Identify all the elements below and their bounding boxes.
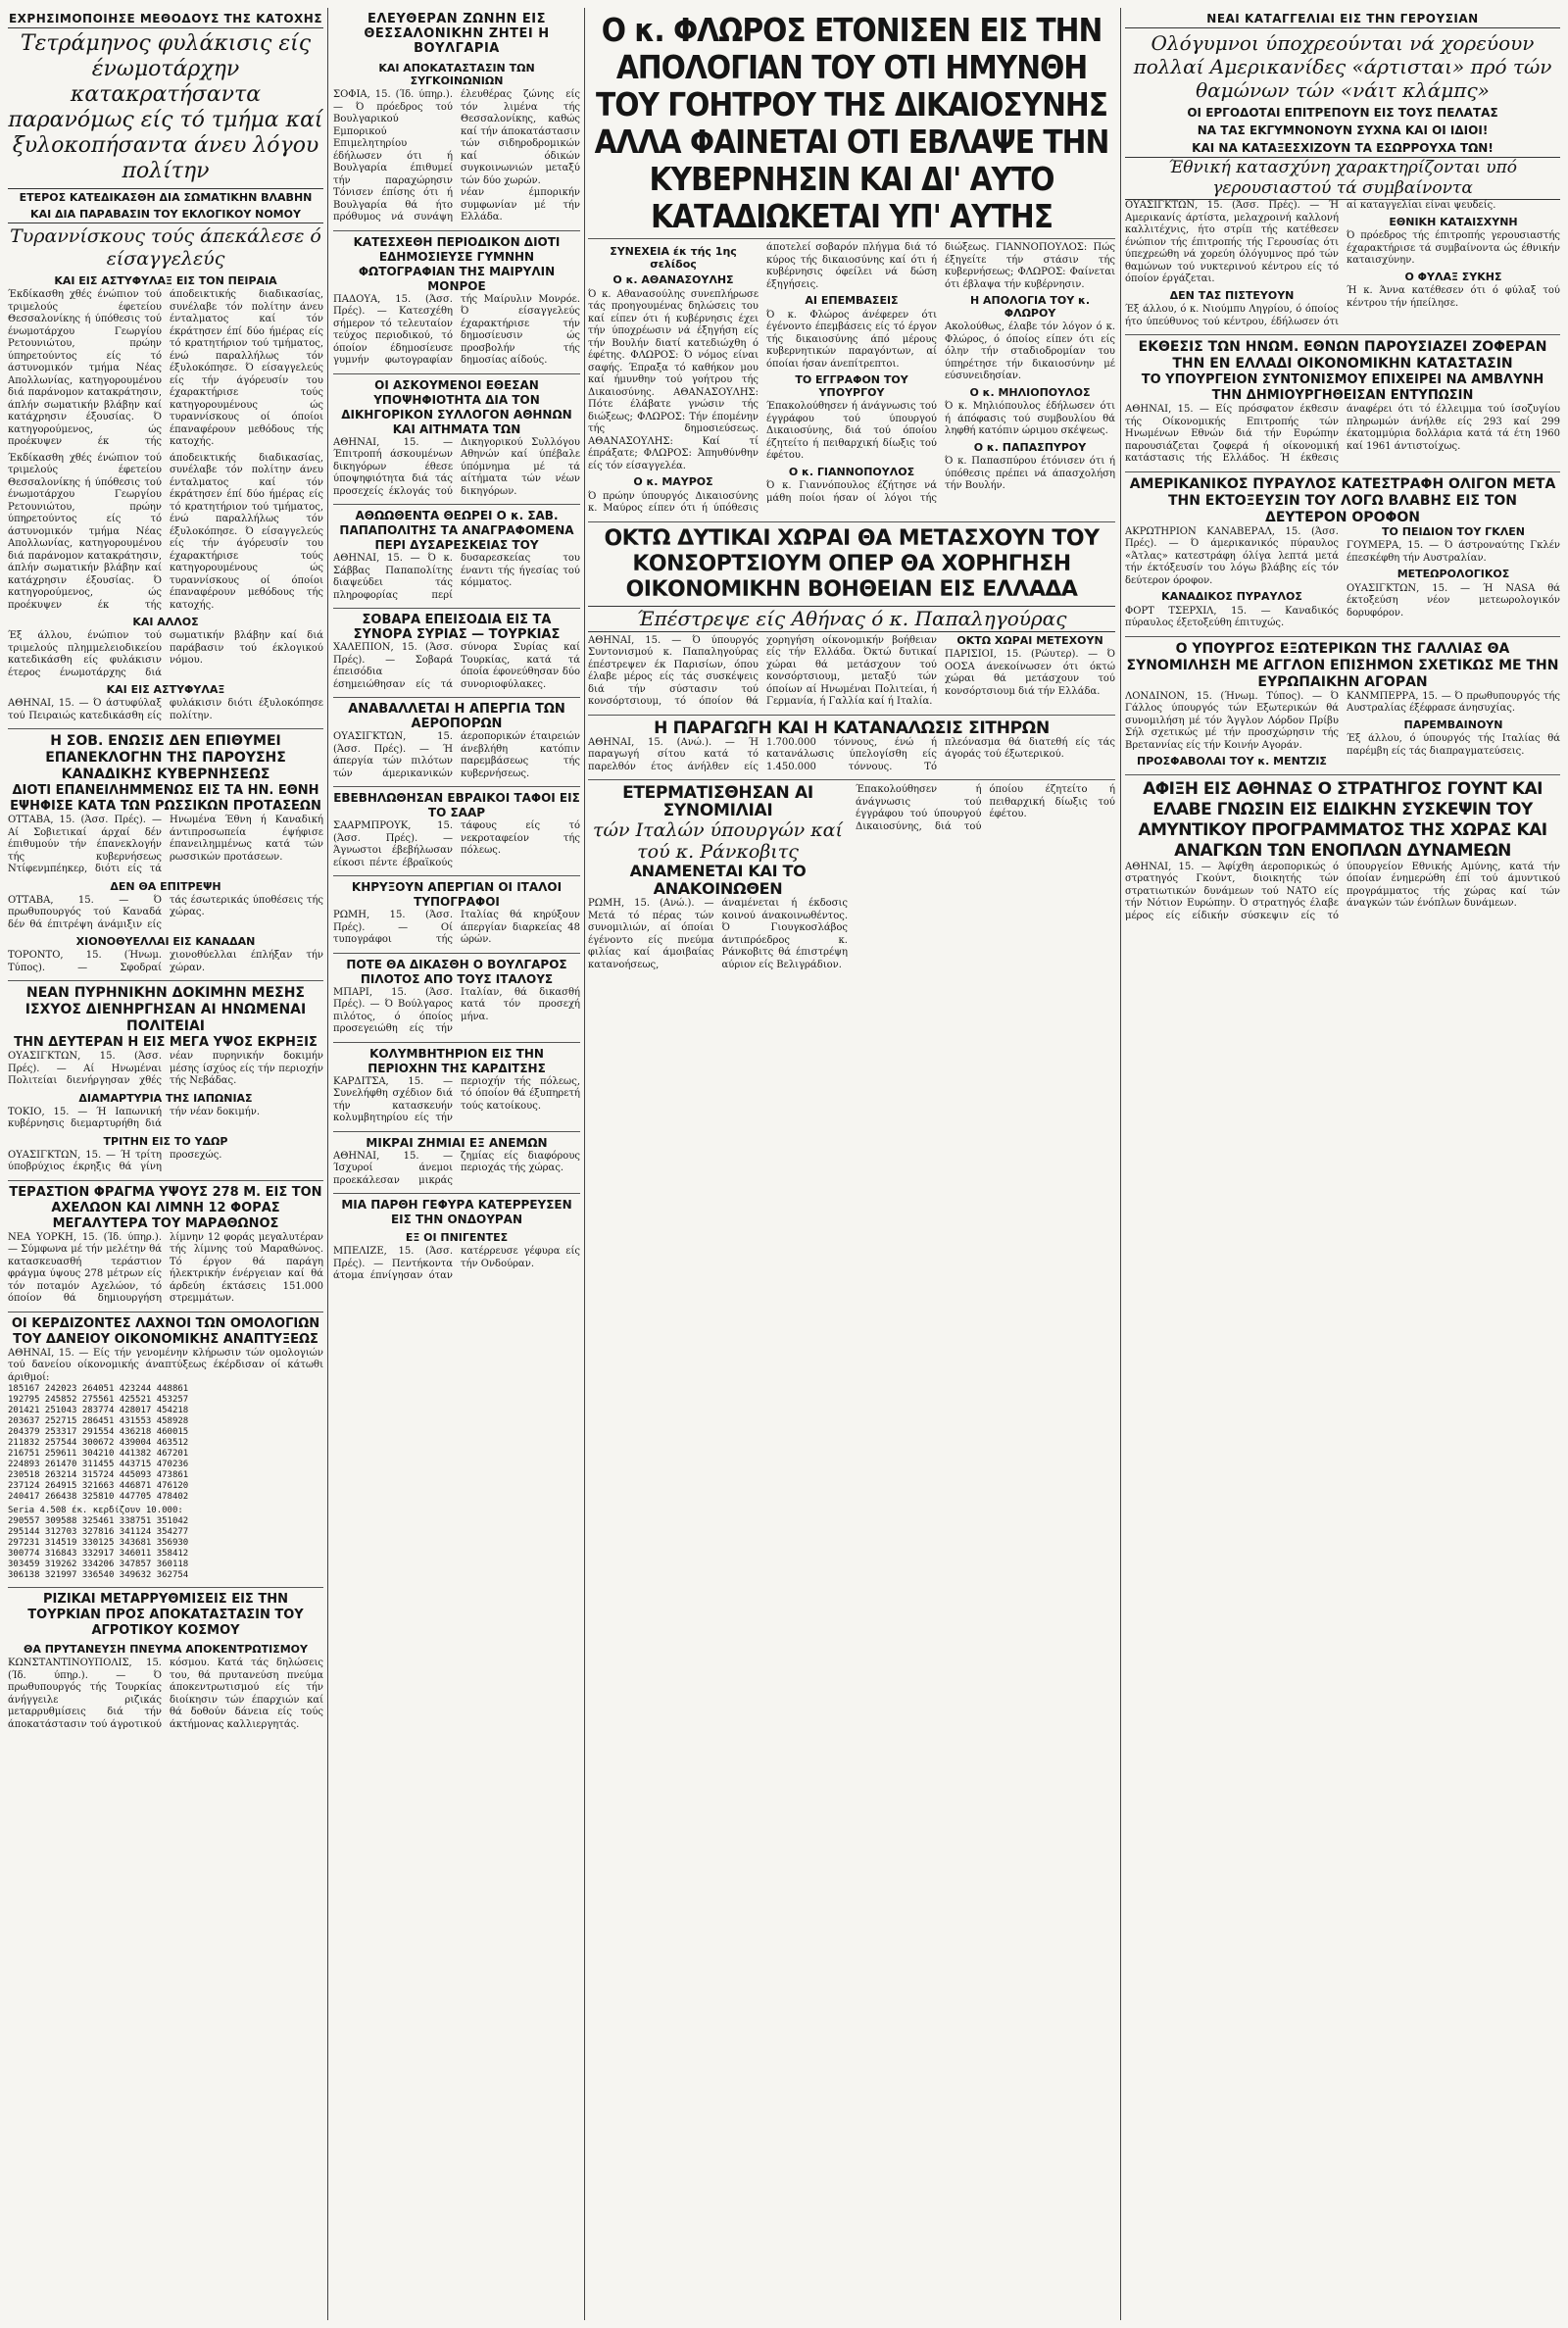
subhead: ΕΘΝΙΚΗ ΚΑΤΑΙΣΧΥΝΗ [1389,215,1518,228]
subhead: ΚΑΙ ΕΙΣ ΑΣΤΥΦΥΛΑΞ ΕΙΣ ΤΟΝ ΠΕΙΡΑΙΑ [54,274,277,287]
article-body: ΣΑΑΡΜΠΡΟΥΚ, 15. (Άσσ. Πρές). — Άγνωστοι έβεβήλωσαν είκοσι πέντε έβραϊκούς τάφους είς τό νεκροταφείον τής πόλεως. [333,820,580,868]
article-rocket [1125,472,1560,637]
subhead: ΤΟ ΕΓΓΡΑΦΟΝ ΤΟΥ ΥΠΟΥΡΓΟΥ [795,373,908,399]
article-bulgarian-pilot [333,954,580,1043]
article-text: ΟΥΑΣΙΓΚΤΩΝ, 15. (Άσσ. Πρές). — Ή Αμερικανίς άρτίστα, μελαχροινή καλλονή καλλιτέχνις, ήτο στρίπ τής κατέθεσεν ένώπιον τής έπιτροπής τής Γερουσίας ότι ύπεχρεώθη νά χορεύη όλόγυμνος πρό τών θαμώνων τού νυκτερινού κέντρου είς τό όποίον έργάζεται. [1125,200,1339,284]
subhead: ΧΙΟΝΟΘΥΕΛΛΑΙ ΕΙΣ ΚΑΝΑΔΑΝ [75,935,256,948]
article-pilot-strike [333,698,580,787]
headline: ΑΘΩΩΘΕΝΤΑ ΘΕΩΡΕΙ Ο κ. ΣΑΒ. ΠΑΠΑΠΟΛΙΤΗΣ ΤΑ ΑΝΑΓΡΑΦΟΜΕΝΑ ΠΕΡΙ ΔΥΣΑΡΕΣΚΕΙΑΣ ΤΟΥ [339,509,574,552]
article-body: Ό κ. Γιαννόπουλος έζήτησε νά μάθη ποίοι ήσαν οί λόγοι τής διώξεως. ΓΙΑΝΝΟΠΟΥΛΟΣ: Πώς έξηγείτε τήν στάσιν τής κυβερνήσεως; ΦΛΩΡΟΣ: Φαίνεται ότι έβλαψα τήν κυβέρνησιν. [766,242,1115,504]
subhead: ΔΙΑΜΑΡΤΥΡΙΑ ΤΗΣ ΙΑΠΩΝΙΑΣ [78,1091,253,1105]
subhead: ΚΑΙ ΑΠΟΚΑΤΑΣΤΑΣΙΝ ΤΩΝ ΣΥΓΚΟΙΝΩΝΙΩΝ [378,62,535,87]
article-body: ΜΠΕΛΙΖΕ, 15. (Άσσ. Πρές). — Πεντήκοντα άτομα έπνίγησαν όταν κατέρρευσε γέφυρα είς τήν Ονδούραν. [333,1246,580,1281]
article-text: ΑΚΡΩΤΗΡΙΟΝ ΚΑΝΑΒΕΡΑΛ, 15. (Άσσ. Πρές). — Ό άμερικανικός πύραυλος «Άτλας» κατεστράφη όλίγα λεπτά μετά τήν έκτόξευσίν του λόγω βλάβης είς τόν δεύτερον όροφον. [1125,525,1339,586]
article-text: Ό πρόεδρος τής έπιτροπής γερουσιαστής έχαρακτήρισε τά συμβαίνοντα ώς έθνικήν καταισχύνην. [1347,230,1560,266]
article-text: ΚΑΝΜΠΕΡΡΑ, 15. — Ό πρωθυπουργός τής Αυστραλίας έξέφρασε άνησυχίας. [1347,690,1560,714]
deck: ΚΑΙ ΝΑ ΚΑΤΑΞΕΣΧΙΖΟΥΝ ΤΑ ΕΣΩΡΡΟΥΧΑ ΤΩΝ! [1192,141,1494,155]
subhead: ΜΕΤΕΩΡΟΛΟΓΙΚΟΣ [1396,568,1510,580]
headline: ΝΕΑΝ ΠΥΡΗΝΙΚΗΝ ΔΟΚΙΜΗΝ ΜΕΣΗΣ ΙΣΧΥΟΣ ΔΙΕΝΗΡΓΗΣΑΝ ΑΙ ΗΝΩΜΕΝΑΙ ΠΟΛΙΤΕΙΑΙ [24,985,307,1034]
subhead: Ο κ. ΠΑΠΑΣΠΥΡΟΥ [973,440,1087,454]
column-rule [584,8,585,2320]
article-body: ΟΥΑΣΙΓΚΤΩΝ, 15. (Άσσ. Πρές). — Αί Ηνωμέναι Πολιτείαι διενήργησαν χθές νέαν πυρηνικήν δοκιμήν μέσης ίσχύος είς τήν περιοχήν τής Νεβάδας. [8,1051,323,1086]
headline: ΕΛΕΥΘΕΡΑΝ ΖΩΝΗΝ ΕΙΣ ΘΕΣΣΑΛΟΝΙΚΗΝ ΖΗΤΕΙ Η ΒΟΥΛΓΑΡΙΑ [364,12,550,56]
deck: ΘΑ ΠΡΥΤΑΝΕΥΣΗ ΠΝΕΥΜΑ ΑΠΟΚΕΝΤΡΩΤΙΣΜΟΥ [24,1643,308,1656]
subhead: ΠΡΟΣΦΑΒΟΛΑΙ ΤΟΥ κ. ΜΕΝΤΖΙΣ [1137,755,1327,768]
article-body: Έκδίκασθη χθές ένώπιον τού τριμελούς έφετείου Θεσσαλονίκης ή ύπόθεσις τού ένωμοτάρχου Γεωργίου Ρετουνιώτου, πρώην ύπηρετούντος είς τό άστυνομικόν τμήμα Νέας Απολλωνίας, κατηγορουμένου διά παράνομον κατακράτησιν, άπλήν σωματικήν βλάβην καί κατάχρησιν έξουσίας. Ό κατηγορούμενος, ώς προέκυψεν έκ τής άποδεικτικής διαδικασίας, συνέλαβε τόν πολίτην άνευ ένταλματος καί τόν έκράτησεν έπί δύο ήμέρας είς τό κρατητήριον τού τμήματος, ένώ παραλλήλως τόν έξυλοκόπησε. Ό είσαγγελεύς είς τήν άγόρευσίν του έχαρακτήρισε τούς κατηγορουμένους ώς τυραννίσκους οί όποίοι έπαναφέρουν μεθόδους τής κατοχής. [8,289,323,447]
article-body: Ό κ. Μηλιόπουλος έδήλωσεν ότι ή άπόφασις τού συμβουλίου θά ληφθή κατόπιν ώριμου σκέψεως. [945,401,1115,436]
article-text: ΦΟΡΤ ΤΣΕΡΧΙΛ, 15. — Καναδικός πύραυλος έξετοξεύθη έπιτυχώς. [1125,605,1339,628]
subhead: ΚΑΙ ΑΛΛΟΣ [132,616,199,628]
headline: ΑΜΕΡΙΚΑΝΙΚΟΣ ΠΥΡΑΥΛΟΣ ΚΑΤΕΣΤΡΑΦΗ ΟΛΙΓΟΝ ΜΕΤΑ ΤΗΝ ΕΚΤΟΞΕΥΣΙΝ ΤΟΥ ΛΟΓΩ ΒΛΑΒΗΣ ΕΙΣ ΤΟΝ ΔΕΥΤΕΡΟΝ ΟΡΟΦΟΝ [1129,475,1556,525]
article-body: Τόνισεν έπίσης ότι ή Βουλγαρία θά ήτο πρόθυμος νά συνάψη νέαν έμπορικήν συμφωνίαν μέ τήν Ελλάδα. [333,187,580,223]
article-body: Ό πρώην ύπουργός Δικαιοσύνης κ. Μαύρος είπεν ότι ή ύπόθεσις άποτελεί σοβαρόν πλήγμα διά τό κύρος τής δικαιοσύνης καί ότι ή κυβέρνησις όφείλει νά δώση έξηγήσεις. [588,242,937,514]
article-body: ΑΘΗΝΑΙ, 15. — Είς τήν γενομένην κλήρωσιν τών ομολογιών τού δανείου οίκονομικής άναπτύξεως έκέρδισαν οί κάτωθι άριθμοί: [8,1347,323,1383]
headline-sub: τών Ιταλών ύπουργών καί τού κ. Ράνκοβιτς [593,819,843,863]
article-body: ΣΟΦΙΑ, 15. (Ίδ. ύπηρ.). — Ό πρόεδρος τού Βουλγαρικού Εμπορικού Επιμελητηρίου έδήλωσεν ότι ή Βουλγαρία έπιθυμεί τήν παραχώρησιν έλευθέρας ζώνης είς τόν λιμένα τής Θεσσαλονίκης, καθώς καί τήν άποκατάστασιν τών σιδηροδρομικών καί όδικών συγκοινωνιών μεταξύ τών δύο χωρών. [333,89,580,186]
article-wind-damage [333,1132,580,1195]
headline: ΜΙΚΡΑΙ ΖΗΜΙΑΙ ΕΞ ΑΝΕΜΩΝ [366,1135,548,1150]
headline: ΑΦΙΞΗ ΕΙΣ ΑΘΗΝΑΣ Ο ΣΤΡΑΤΗΓΟΣ ΓΟΥΝΤ ΚΑΙ ΕΛΑΒΕ ΓΝΩΣΙΝ ΕΙΣ ΕΙΔΙΚΗΝ ΣΥΣΚΕΨΙΝ ΤΟΥ ΑΜΥΝΤΙΚΟΥ ΠΡΟΓΡΑΜΜΑΤΟΣ ΤΗΣ ΧΩΡΑΣ ΚΑΙ ΑΝΑΓΚΩΝ ΤΩΝ ΕΝΟΠΛΩΝ ΔΥΝΑΜΕΩΝ [1138,778,1547,861]
subhead: Ο κ. ΜΗΛΙΟΠΟΥΛΟΣ [969,385,1091,399]
article-body: Έπακολούθησεν ή άνάγνωσις τού έγγράφου τού ύπουργού Δικαιοσύνης, διά τού όποίου έζητείτο ή πειθαρχική δίωξις τού έφέτου. [766,401,937,461]
subhead: ΠΑΡΕΜΒΑΙΝΟΥΝ [1403,718,1503,731]
kicker: ΝΕΑΙ ΚΑΤΑΓΓΕΛΙΑΙ ΕΙΣ ΤΗΝ ΓΕΡΟΥΣΙΑΝ [1125,12,1560,28]
headline: Ο ΥΠΟΥΡΓΟΣ ΕΞΩΤΕΡΙΚΩΝ ΤΗΣ ΓΑΛΛΙΑΣ ΘΑ ΣΥΝΟΜΙΛΗΣΗ ΜΕ ΑΓΓΛΟΝ ΕΠΙΣΗΜΟΝ ΣΧΕΤΙΚΩΣ ΜΕ ΤΗΝ ΕΥΡΩΠΑΙΚΗΝ ΑΓΟΡΑΝ [1126,640,1559,690]
subhead: ΤΟ ΠΕΙΔΙΟΝ ΤΟΥ ΓΚΛΕΝ [1382,524,1525,538]
subhead: Ο κ. ΑΘΑΝΑΣΟΥΛΗΣ [612,273,734,286]
article-body: Έπακολούθησεν ή άνάγνωσις τού έγγράφου τού ύπουργού Δικαιοσύνης, διά τού όποίου έζητείτο ή πειθαρχική δίωξις τού έφέτου. [856,784,1115,832]
article-bulgaria-free-zone [333,8,580,231]
article-acheloos-dam [8,1181,323,1313]
article-body: Ό κ. Φλώρος άνέφερεν ότι έγένοντο έπεμβάσεις είς τό έργον τής δικαιοσύνης άπό μέρους κυβερνητικών παραγόντων, αί όποίαι ήσαν άνεπίτρεπτοι. [766,309,937,370]
headline: ΟΚΤΩ ΔΥΤΙΚΑΙ ΧΩΡΑΙ ΘΑ ΜΕΤΑΣΧΟΥΝ ΤΟΥ ΚΟΝΣΟΡΤΣΙΟΥΜ ΟΠΕΡ ΘΑ ΧΟΡΗΓΗΣΗ ΟΙΚΟΝΟΜΙΚΗΝ ΒΟΗΘΕΙΑΝ ΕΙΣ ΕΛΛΑΔΑ [604,525,1100,602]
deck: ΝΑ ΤΑΣ ΕΚΓΥΜΝΟΝΟΥΝ ΣΥΧΝΑ ΚΑΙ ΟΙ ΙΔΙΟΙ! [1197,124,1489,137]
article-floros-defense [588,8,1115,522]
headline: ΣΟΒΑΡΑ ΕΠΕΙΣΟΔΙΑ ΕΙΣ ΤΑ ΣΥΝΟΡΑ ΣΥΡΙΑΣ — ΤΟΥΡΚΙΑΣ [353,613,561,642]
headline: Έθνική κατασχύνη χαρακτηρίζονται υπό γερουσιαστού τά συμβαίνοντα [1125,157,1560,200]
article-body: ΠΑΔΟΥΑ, 15. (Άσσ. Πρές). — Κατεσχέθη σήμερον τό τελευταίον τεύχος περιοδικού, τό όποίον έδημοσίευσε γυμνήν φωτογραφίαν τής Μαίρυλιν Μονρόε. Ό είσαγγελεύς έχαρακτήρισε τήν δημοσίευσιν ώς προσβολήν τής δημοσίας αίδούς. [333,293,580,366]
article-body: Ό κ. Παπασπύρου έτόνισεν ότι ή ύπόθεσις πρέπει νά άπασχολήση τήν Βουλήν. [945,456,1115,491]
deck: ΑΝΑΜΕΝΕΤΑΙ ΚΑΙ ΤΟ ΑΝΑΚΟΙΝΩΘΕΝ [629,862,807,898]
article-body [588,635,1115,709]
article-text: ΑΘΗΝΑΙ, 15. — Ό ύπουργός Συντονισμού κ. Παπαληγούρας έπέστρεψεν έκ Παρισίων, όπου έλαβε μέρος είς τάς συσκέψεις διά τήν σύστασιν τού κονσόρτσιουμ, τό όποίον θά χορηγήση οίκονομικήν βοήθειαν είς τήν Ελλάδα. Όκτώ δυτικαί χώραι θά μετάσχουν τού κονσόρτσιουμ, μεταξύ τών όποίων αί Ηνωμέναι Πολιτείαι, ή Γερμανία, ή Γαλλία καί ή Ιταλία. [588,634,937,707]
subhead: ΤΡΙΤΗΝ ΕΙΣ ΤΟ ΥΔΩΡ [103,1134,228,1148]
headline: ΕΚΘΕΣΙΣ ΤΩΝ ΗΝΩΜ. ΕΘΝΩΝ ΠΑΡΟΥΣΙΑΖΕΙ ΖΟΦΕΡΑΝ ΤΗΝ ΕΝ ΕΛΛΑΔΙ ΟΙΚΟΝΟΜΙΚΗΝ ΚΑΤΑΣΤΑΣΙΝ [1138,339,1547,371]
subhead: ΑΙ ΕΠΕΜΒΑΣΕΙΣ [805,294,899,307]
headline: ΚΟΛΥΜΒΗΤΗΡΙΟΝ ΕΙΣ ΤΗΝ ΠΕΡΙΟΧΗΝ ΤΗΣ ΚΑΡΔΙΤΣΗΣ [368,1046,546,1075]
article-text: Έξ άλλου, ό κ. Νιούμπυ Ληγρίου, ό όποίος ήτο ύπεύθυνος τού κέντρου, έδήλωσεν ότι αί καταγγελίαι είναι ψευδείς. [1125,200,1496,327]
article-text: ΟΥΑΣΙΓΚΤΩΝ, 15. — Ή NASA θά έκτοξεύση νέον μετεωρολογικόν δορυφόρον. [1347,582,1560,619]
continuation-note: ΣΥΝΕΧΕΙΑ έκ τής 1ης σελίδος [610,245,737,271]
headline: ΟΙ ΚΕΡΔΙΖΟΝΤΕΣ ΛΑΧΝΟΙ ΤΩΝ ΟΜΟΛΟΓΙΩΝ ΤΟΥ ΔΑΝΕΙΟΥ ΟΙΚΟΝΟΜΙΚΗΣ ΑΝΑΠΤΥΞΕΩΣ [11,1315,320,1347]
kicker: ΕΧΡΗΣΙΜΟΠΟΙΗΣΕ ΜΕΘΟΔΟΥΣ ΤΗΣ ΚΑΤΟΧΗΣ [8,12,323,28]
headline: ΚΗΡΥΞΟΥΝ ΑΠΕΡΓΙΑΝ ΟΙ ΙΤΑΛΟΙ ΤΥΠΟΓΡΑΦΟΙ [351,880,563,909]
subhead: Η ΑΠΟΛΟΓΙΑ ΤΟΥ κ. ΦΛΩΡΟΥ [969,294,1091,320]
column-2 [333,8,580,2320]
subhead: Ο ΦΥΛΑΞ ΣΥΚΗΣ [1404,270,1502,283]
deck: Έπέστρεψε είς Αθήνας ό κ. Παπαληγούρας [588,606,1115,632]
article-body: ΡΩΜΗ, 15. (Ανώ.). — Μετά τό πέρας τών συνομιλιών, αί όποίαι έγένοντο είς πνεύμα φιλίας καί άμοιβαίας κατανοήσεως, άναμένεται ή έκδοσις κοινού άνακοινωθέντος. Ό Γιουγκοσλάβος άντιπρόεδρος κ. Ράνκοβιτς θά έπιστρέψη αύριον είς Βελιγράδιον. [588,898,848,970]
headline: ΕΒΕΒΗΛΩΘΗΣΑΝ ΕΒΡΑΙΚΟΙ ΤΑΦΟΙ ΕΙΣ ΤΟ ΣΑΑΡ [333,791,580,819]
article-text: Ή κ. Άννα κατέθεσεν ότι ό φύλαξ τού κέντρου τήν ήπείλησε. [1347,285,1560,309]
deck: ΤΟ ΥΠΟΥΡΓΕΙΟΝ ΣΥΝΤΟΝΙΣΜΟΥ ΕΠΙΧΕΙΡΕΙ ΝΑ ΑΜΒΛΥΝΗ ΤΗΝ ΔΗΜΙΟΥΡΓΗΘΕΙΣΑΝ ΕΝΤΥΠΩΣΙΝ [1141,372,1544,403]
headline: Ολόγυμνοι ύποχρεούνται νά χορεύουν πολλαί Αμερικανίδες «άρτισται» πρό τών θαμώνων τών «νάιτ κλάμπς» [1133,31,1552,102]
article-body: ΟΥΑΣΙΓΚΤΩΝ, 15. — Ή τρίτη ύποβρύχιος έκρηξις θά γίνη προσεχώς. [8,1149,222,1172]
deck: ΤΗΝ ΔΕΥΤΕΡΑΝ Η ΕΙΣ ΜΕΓΑ ΥΨΟΣ ΕΚΡΗΞΙΣ [14,1035,318,1050]
subhead: ΟΚΤΩ ΧΩΡΑΙ ΜΕΤΕΧΟΥΝ [956,633,1103,647]
article-body: ΟΤΤΑΒΑ, 15. (Άσσ. Πρές). — Αί Σοβιετικαί άρχαί δέν έπιθυμούν τήν έπανεκλογήν τής κυβερνήσεως Ντίφενμπέηκερ, διότι είς τά Ηνωμένα Έθνη ή Καναδική άντιπροσωπεία έψήφισε έπανειλημμένως κατά τών ρωσσικών προτάσεων. [8,815,323,874]
article-body: ΤΟΚΙΟ, 15. — Ή Ιαπωνική κυβέρνησις διεμαρτυρήθη διά τήν νέαν δοκιμήν. [8,1106,261,1129]
headline: Τετράμηνος φυλάκισις είς ένωμοτάρχην κατακρατήσαντα παρανόμως είς τό τμήμα καί ξυλοκοπήσαντα άνευ λόγου πολίτην [8,31,323,183]
headline: ΡΙΖΙΚΑΙ ΜΕΤΑΡΡΥΘΜΙΣΕΙΣ ΕΙΣ ΤΗΝ ΤΟΥΡΚΙΑΝ ΠΡΟΣ ΑΠΟΚΑΤΑΣΤΑΣΙΝ ΤΟΥ ΑΓΡΟΤΙΚΟΥ ΚΟΣΜΟΥ [27,1592,304,1638]
article-body [1125,200,1560,328]
subhead: Ο κ. ΓΙΑΝΝΟΠΟΥΛΟΣ [788,465,915,478]
article-syria-turkey [333,609,580,698]
article-swimming-pool [333,1043,580,1132]
subhead: ΔΕΝ ΘΑ ΕΠΙΤΡΕΨΗ [110,879,221,893]
subhead: ΚΑΙ ΕΙΣ ΑΣΤΥΦΥΛΑΞ [106,683,225,696]
article-general-goodpaster [1125,775,1560,929]
headline: Τυραννίσκους τούς άπεκάλεσε ό είσαγγελεύς [8,223,323,271]
lead-body [588,242,1115,516]
lottery-numbers: 185167 242023 264051 423244 448861 192795 245852 275561 425521 453257 201421 251043 283774 428017 454218 203637 252715 286451 431553 458928 204379 253317 291554 436218 460015 211832 257544 300672 439004 463512 216751 259611 304210 441382 467201 224893 261470 311455 443715 470236 230518 263214 315724 445093 473861 237124 264915 321663 446871 476120 240417 266438 325810 447705 478402 [8,1384,189,1502]
article-body: ΤΟΡΟΝΤΟ, 15. (Ήνωμ. Τύπος). — Σφοδραί χιονοθύελλαι έπλήξαν τήν χώραν. [8,950,323,973]
article-body: ΝΕΑ ΥΟΡΚΗ, 15. (Ίδ. ύπηρ.). — Σύμφωνα μέ τήν μελέτην θά κατασκευασθή τεράστιον φράγμα ύψους 278 μέτρων είς τόν ποταμόν Αχελώον, τό όποίον θά δημιουργήση λίμνην 12 φοράς μεγαλυτέραν τής λίμνης τού Μαραθώνος. Τό έργον θά παράγη ήλεκτρικήν ένέργειαν καί θά άρδεύη έκτάσεις 151.000 στρεμμάτων. [8,1231,323,1304]
article-body: Ό κ. Αθανασούλης συνεπλήρωσε τάς προηγουμένας δηλώσεις του καί είπεν ότι ή κυβέρνησις έχει τήν ύποχρέωσιν νά έξηγήση είς τήν Βουλήν διατί κατεδιώχθη ό έφέτης. ΦΛΩΡΟΣ: Ό νόμος είναι σαφής. Έπραξα τό καθήκον μου καί ήμυνθην τού γοήτρου τής Δικαιοσύνης. ΑΘΑΝΑΣΟΥΛΗΣ: Πότε έλάβατε γνώσιν τής διώξεως; ΦΛΩΡΟΣ: Τήν έπομένην τής δημοσιεύσεως. ΑΘΑΝΑΣΟΥΛΗΣ: Καί τί έπράξατε; ΦΛΩΡΟΣ: Άπηυθύνθην είς τόν είσαγγελέα. [588,288,759,471]
article-text: ΓΟΥΜΕΡΑ, 15. — Ό άστροναύτης Γκλέν έπεσκέφθη τήν Αυστραλίαν. [1347,540,1560,564]
article-rankovic-talks [588,780,1115,977]
subhead: ΔΕΝ ΤΑΣ ΠΙΣΤΕΥΟΥΝ [1169,288,1295,302]
article-body: ΚΩΝΣΤΑΝΤΙΝΟΥΠΟΛΙΣ, 15. (Ίδ. ύπηρ.). — Ό πρωθυπουργός τής Τουρκίας άνήγγειλε ριζικάς μεταρρυθμίσεις διά τήν άποκατάστασιν τού άγροτικού κόσμου. Κατά τάς δηλώσεις του, θά πρυτανεύση πνεύμα άποκεντρωτισμού είς τήν διοίκησιν τών έπαρχιών καί θά δοθούν δάνεια είς τούς άκτήμονας καλλιεργητάς. [8,1658,323,1730]
article-body [1125,691,1560,768]
subhead: Ο κ. ΜΑΥΡΟΣ [633,475,713,488]
article-french-minister [1125,637,1560,775]
article-nightclubs [1125,8,1560,335]
headline: ΟΙ ΑΣΚΟΥΜΕΝΟΙ ΕΘΕΣΑΝ ΥΠΟΨΗΦΙΟΤΗΤΑ ΔΙΑ ΤΟΝ ΔΙΚΗΓΟΡΙΚΟΝ ΣΥΛΛΟΓΟΝ ΑΘΗΝΩΝ ΚΑΙ ΑΙΤΗΜΑΤΑ ΤΩΝ [341,377,572,436]
headline: ΕΤΕΡΜΑΤΙΣΘΗΣΑΝ ΑΙ ΣΥΝΟΜΙΛΙΑΙ [622,783,813,820]
deck: ΚΑΙ ΔΙΑ ΠΑΡΑΒΑΣΙΝ ΤΟΥ ΕΚΛΟΓΙΚΟΥ ΝΟΜΟΥ [30,208,301,221]
headline: ΜΙΑ ΠΑΡΘΗ ΓΕΦΥΡΑ ΚΑΤΕΡΡΕΥΣΕΝ ΕΙΣ ΤΗΝ ΟΝΔΟΥΡΑΝ [341,1198,572,1226]
article-body: ΜΠΑΡΙ, 15. (Άσσ. Πρές). — Ό Βούλγαρος πιλότος, ό όποίος προσεγειώθη είς τήν Ιταλίαν, θά δικασθή κατά τόν προσεχή μήνα. [333,986,580,1034]
article-body: Έκδίκασθη χθές ένώπιον τού τριμελούς έφετείου Θεσσαλονίκης ή ύπόθεσις τού ένωμοτάρχου Γεωργίου Ρετουνιώτου, πρώην ύπηρετούντος είς τό άστυνομικόν τμήμα Νέας Απολλωνίας, κατηγορουμένου διά παράνομον κατακράτησιν, άπλήν σωματικήν βλάβην καί κατάχρησιν έξουσίας. Ό κατηγορούμενος, ώς προέκυψεν έκ τής άποδεικτικής διαδικασίας, συνέλαβε τόν πολίτην άνευ ένταλματος καί τόν έκράτησεν έπί δύο ήμέρας είς τό κρατητήριον τού τμήματος, ένώ παραλλήλως τόν έξυλοκόπησε. Ό είσαγγελεύς είς τήν άγόρευσίν του έχαρακτήρισε τούς κατηγορουμένους ώς τυραννίσκους οί όποίοι έπαναφέρουν μεθόδους τής κατοχής. [8,452,323,611]
article-monroe-photo [333,231,580,374]
headline: Η ΣΟΒ. ΕΝΩΣΙΣ ΔΕΝ ΕΠΙΘΥΜΕΙ ΕΠΑΝΕΚΛΟΓΗΝ ΤΗΣ ΠΑΡΟΥΣΗΣ ΚΑΝΑΔΙΚΗΣ ΚΥΒΕΡΝΗΣΕΩΣ [45,733,286,782]
article-body: ΑΘΗΝΑΙ, 15. — Είς πρόσφατον έκθεσιν τής Οίκονομικής Επιτροπής τών Ηνωμένων Εθνών διά τήν Ευρώπην παρουσιάζεται ζοφερά ή οίκονομική κατάστασις τής Ελλάδος. Ή έκθεσις άναφέρει ότι τό έλλειμμα τού ίσοζυγίου πληρωμών άνήλθε είς 293 καί 299 έκατομμύρια δολλάρια κατά τά έτη 1960 καί 1961 άντιστοίχως. [1125,404,1560,464]
article-body: Έξ άλλου, ένώπιον τού τριμελούς πλημμελειοδικείου κατεδικάσθη είς φυλάκισιν έτερος ένωμοτάρχης διά σωματικήν βλάβην καί διά παράβασιν τού έκλογικού νόμου. [8,630,323,678]
article-body: ΚΑΡΔΙΤΣΑ, 15. — Συνελήφθη σχέδιον διά τήν κατασκευήν κολυμβητηρίου είς τήν περιοχήν τής πόλεως, τό όποίον θά έξυπηρετή τούς κατοίκους. [333,1075,580,1123]
article-papapolitis [333,505,580,609]
lottery-numbers: Seria 4.508 έκ. κερδίζουν 10.000: 290557 309588 325461 338751 351042 295144 312703 327816 341124 354277 297231 314519 330125 343681 356930 300774 316843 332917 346011 358412 303459 319262 334206 347857 360118 306138 321997 336540 349632 362754 [8,1506,189,1580]
deck: ΔΙΟΤΙ ΕΠΑΝΕΙΛΗΜΜΕΝΩΣ ΕΙΣ ΤΑ ΗΝ. ΕΘΝΗ ΕΨΗΦΙΣΕ ΚΑΤΑ ΤΩΝ ΡΩΣΣΙΚΩΝ ΠΡΟΤΑΣΕΩΝ [10,783,321,814]
column-4 [1125,8,1560,2320]
article-body: Ακολούθως, έλαβε τόν λόγον ό κ. Φλώρος, ό όποίος είπεν ότι είς όλην τήν σταδιοδρομίαν του ύπηρέτησε τήν δικαιοσύνην μέ εύσυνειδησίαν. [945,322,1115,381]
article-body: ΑΘΗΝΑΙ, 15. — Ό κ. Σάββας Παπαπολίτης διαψεύδει τάς πληροφορίας περί δυσαρεσκείας του έναντι τής ήγεσίας τού κόμματος. [333,553,580,601]
article-bond-lottery [8,1313,323,1589]
article-honduras-bridge [333,1194,580,1289]
article-un-report [1125,335,1560,472]
article-body: ΑΘΗΝΑΙ, 15. — Άφίχθη άεροπορικώς ό στρατηγός Γκούντ, διοικητής τών στρατιωτικών δυνάμεων τού ΝΑΤΟ είς τήν Νότιον Ευρώπην. Ό στρατηγός έλαβε μέρος είς είδικήν σύσκεψιν είς τό ύπουργείον Εθνικής Αμύνης, κατά τήν όποίαν ένημερώθη έπί τού άμυντικού προγράμματος τής χώρας καί τών άναγκών τών ένόπλων δυνάμεων. [1125,861,1560,921]
column-3 [588,8,1115,2320]
headline: ΚΑΤΕΣΧΕΘΗ ΠΕΡΙΟΔΙΚΟΝ ΔΙΟΤΙ ΕΔΗΜΟΣΙΕΥΣΕ ΓΥΜΝΗΝ ΦΩΤΟΓΡΑΦΙΑΝ ΤΗΣ ΜΑΙΡΥΛΙΝ ΜΟΝΡΟΕ [353,234,561,293]
article-text: ΛΟΝΔΙΝΟΝ, 15. (Ήνωμ. Τύπος). — Ό Γάλλος ύπουργός τών Εξωτερικών θά συνομιλήση μέ τόν Άγγλον Λόρδον Πρίβυ Σήλ σχετικώς μέ τήν προσχώρησιν τής Βρεταννίας είς τήν Κοινήν Αγοράν. [1125,690,1339,751]
article-body: ΟΤΤΑΒΑ, 15. — Ό πρωθυπουργός τού Καναδά δέν θά έπιτρέψη άνάμιξιν είς τάς έσωτερικάς ύποθέσεις τής χώρας. [8,894,323,930]
column-1 [8,8,323,2320]
article-text: ΠΑΡΙΣΙΟΙ, 15. (Ρώυτερ). — Ό ΟΟΣΑ άνεκοίνωσεν ότι όκτώ χώραι θά μετάσχουν τού κονσόρτσιουμ διά τήν Ελλάδα. [945,649,1115,697]
column-rule [1120,8,1121,2320]
article-body: ΑΘΗΝΑΙ, 15. — Έπιτροπή άσκουμένων δικηγόρων έθεσε ύποψηφιότητα διά τάς προσεχείς έκλογάς τού Δικηγορικού Συλλόγου Αθηνών καί ύπέβαλε ύπόμνημα μέ τά αίτήματα τών νέων δικηγόρων. [333,436,580,497]
article-lawyers [333,374,580,506]
article-wheat [588,716,1115,781]
headline: Η ΠΑΡΑΓΩΓΗ ΚΑΙ Η ΚΑΤΑΝΑΛΩΣΙΣ ΣΙΤΗΡΩΝ [654,718,1050,738]
deck: ΟΙ ΕΡΓΟΔΟΤΑΙ ΕΠΙΤΡΕΠΟΥΝ ΕΙΣ ΤΟΥΣ ΠΕΛΑΤΑΣ [1187,106,1498,120]
article-text: Έξ άλλου, ό ύπουργός τής Ιταλίας θά παρέμβη είς τάς διαπραγματεύσεις. [1347,733,1560,757]
article-body: ΑΘΗΝΑΙ, 15. — Ό άστυφύλαξ τού Πειραιώς κατεδικάσθη είς φυλάκισιν διότι έξυλοκόπησε πολίτην. [8,698,323,721]
article-saar-graves [333,787,580,876]
article-body: ΧΑΛΕΠΙΟΝ, 15. (Άσσ. Πρές). — Σοβαρά έπεισόδια έσημειώθησαν είς τά σύνορα Συρίας καί Τουρκίας, κατά τά όποία έφονεύθησαν δύο συνοριοφύλακες. [333,642,580,690]
headline: ΠΟΤΕ ΘΑ ΔΙΚΑΣΘΗ Ο ΒΟΥΛΓΑΡΟΣ ΠΙΛΟΤΟΣ ΑΠΟ ΤΟΥΣ ΙΤΑΛΟΥΣ [346,957,567,986]
article-turkey-reforms [8,1588,323,1737]
subhead: ΕΞ ΟΙ ΠΝΙΓΕΝΤΕΣ [405,1231,509,1244]
headline: ΑΝΑΒΑΛΛΕΤΑΙ Η ΑΠΕΡΓΙΑ ΤΩΝ ΑΕΡΟΠΟΡΩΝ [348,702,565,731]
column-rule [327,8,328,2320]
deck: ΕΤΕΡΟΣ ΚΑΤΕΔΙΚΑΣΘΗ ΔΙΑ ΣΩΜΑΤΙΚΗΝ ΒΛΑΒΗΝ [8,188,323,204]
lead-headline: Ο κ. ΦΛΩΡΟΣ ΕΤΟΝΙΣΕΝ ΕΙΣ ΤΗΝ ΑΠΟΛΟΓΙΑΝ ΤΟΥ ΟΤΙ ΗΜΥΝΘΗ ΤΟΥ ΓΟΗΤΡΟΥ ΤΗΣ ΔΙΚΑΙΟΣΥΝΗΣ ΑΛΛΑ ΦΑΙΝΕΤΑΙ ΟΤΙ ΕΒΛΑΨΕ ΤΗΝ ΚΥΒΕΡΝΗΣΙΝ ΚΑΙ ΔΙ' ΑΥΤΟ ΚΑΤΑΔΙΩΚΕΤΑΙ ΥΠ' ΑΥΤΗΣ [594,11,1109,235]
article-body: ΡΩΜΗ, 15. (Άσσ. Πρές). — Οί τυπογράφοι τής Ιταλίας θά κηρύξουν άπεργίαν διαρκείας 48 ώρών. [333,910,580,945]
article-body: ΑΘΗΝΑΙ, 15. — Ίσχυροί άνεμοι προεκάλεσαν μικράς ζημίας είς διαφόρους περιοχάς τής χώρας. [333,1150,580,1186]
headline: ΤΕΡΑΣΤΙΟΝ ΦΡΑΓΜΑ ΥΨΟΥΣ 278 Μ. ΕΙΣ ΤΟΝ ΑΧΕΛΩΟΝ ΚΑΙ ΛΙΜΝΗ 12 ΦΟΡΑΣ ΜΕΓΑΛΥΤΕΡΑ ΤΟΥ ΜΑΡΑΘΩΝΟΣ [9,1184,322,1231]
subhead: ΚΑΝΑΔΙΚΟΣ ΠΥΡΑΥΛΟΣ [1161,590,1302,603]
article-body: ΟΥΑΣΙΓΚΤΩΝ, 15. (Άσσ. Πρές). — Ή άπεργία τών πιλότων τών άμερικανικών άεροπορικών έταιρειών άνεβλήθη κατόπιν παρεμβάσεως τής κυβερνήσεως. [333,731,580,779]
article-typographers [333,876,580,954]
article-body [1125,526,1560,630]
article-detention-sentence [8,8,323,729]
article-consortium [588,522,1115,716]
article-body: ΑΘΗΝΑΙ, 15. (Ανώ.). — Ή παραγωγή σίτου κατά τό παρελθόν έτος άνήλθεν είς 1.700.000 τόννους, ένώ ή κατανάλωσις ύπελογίσθη είς 1.450.000 τόννους. Τό πλεόνασμα θά διατεθή είς τάς άγοράς τού έξωτερικού. [588,736,1115,772]
article-nuclear-test [8,981,323,1181]
article-soviet-canada [8,729,323,981]
